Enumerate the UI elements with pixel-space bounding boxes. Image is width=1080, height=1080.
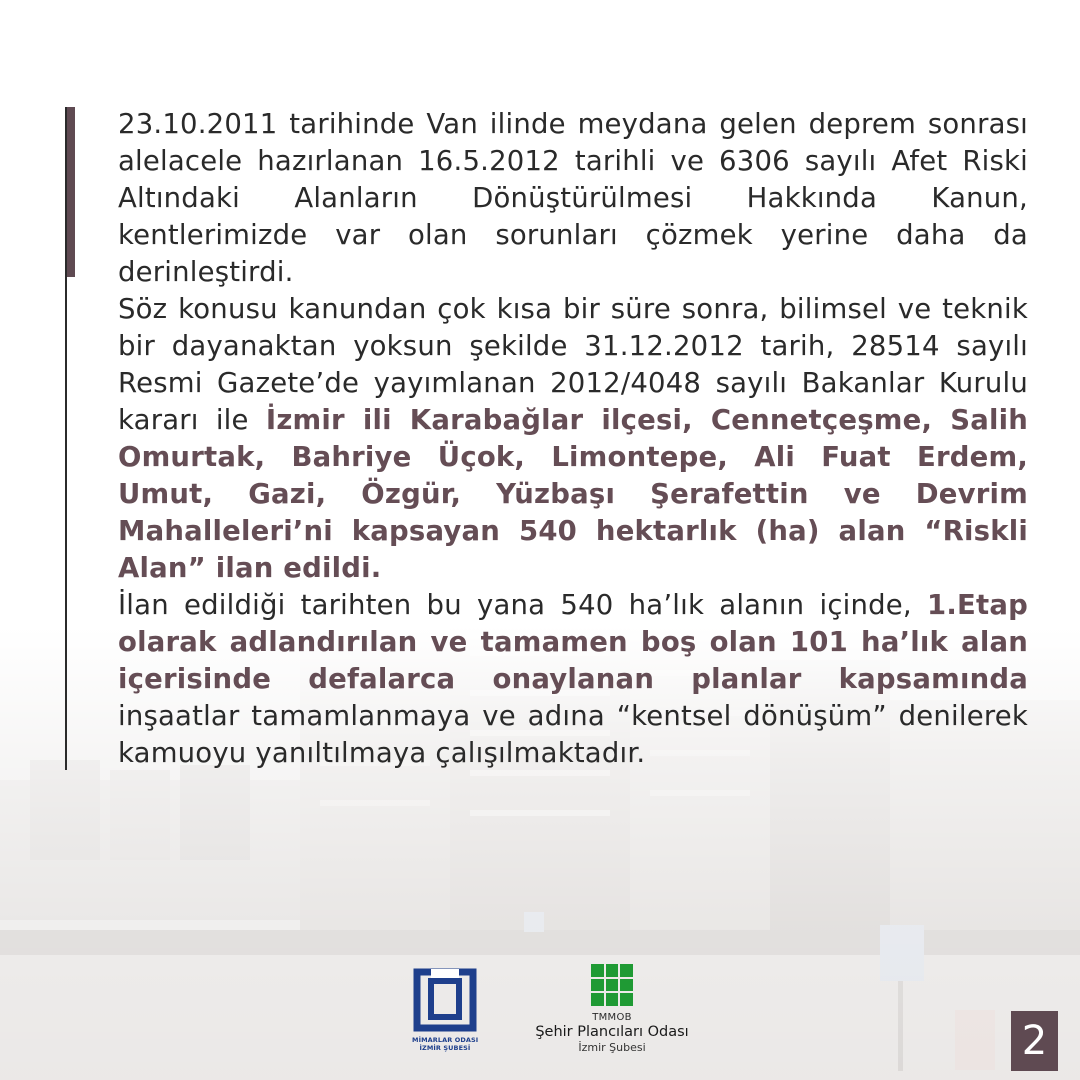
paragraph-1: 23.10.2011 tarihinde Van ilinde meydana gelen deprem sonrası alelacele hazırlanan 16.5.2012 tarihli ve 6306 sayılı Afet Riski Altındaki Alanların Dönüştürülmesi Hakkında Kanun, kentlerimizde var olan sorunları çözmek yerine daha da derinleştirdi. [118, 108, 1028, 288]
page-number: 2 [1011, 1011, 1058, 1071]
mimarlar-odasi-branch: İZMİR ŞUBESİ [419, 1044, 471, 1052]
spo-name: Şehir Plancıları Odası [535, 1024, 689, 1040]
paragraph-3-highlight: 1.Etap olarak adlandırılan ve tamamen boş olan 101 ha’lık alan içerisinde defalarca onaylanan planlar kapsamında [118, 589, 1028, 695]
accent-bar [66, 107, 75, 277]
paragraph-3-text-end: inşaatlar tamamlanmaya ve adına “kentsel dönüşüm” denilerek kamuoyu yanıltılmaya çalışılmaktadır. [118, 700, 1028, 769]
spo-branch: İzmir Şubesi [578, 1041, 646, 1054]
paragraph-3 [118, 587, 1028, 772]
paragraph-3-text-start: İlan edildiği tarihten bu yana 540 ha’lık alanın içinde, [118, 589, 928, 621]
mimarlar-odasi-mark-icon [413, 968, 477, 1032]
spo-grid-icon [591, 964, 633, 1006]
paragraph-2-text: Söz konusu kanundan çok kısa bir süre sonra, bilimsel ve teknik bir dayanaktan yoksun şekilde 31.12.2012 tarih, 28514 sayılı Resmi Gazete’de yayımlanan 2012/4048 sayılı Bakanlar Kurulu kararı ile [118, 293, 1028, 436]
mimarlar-odasi-logo [412, 968, 478, 1052]
spo-tmmob-label: TMMOB [592, 1012, 632, 1023]
body-text [118, 106, 1028, 772]
paragraph-2-highlight: İzmir ili Karabağlar ilçesi, Cennetçeşme, Salih Omurtak, Bahriye Üçok, Limontepe, Ali Fuat Erdem, Umut, Gazi, Özgür, Yüzbaşı Şerafettin ve Devrim Mahalleleri’ni kapsayan 540 hektarlık (ha) alan “Riskli Alan” ilan edildi. [118, 404, 1028, 584]
mimarlar-odasi-name: MİMARLAR ODASI [412, 1036, 479, 1044]
accent-line [65, 107, 67, 770]
sehir-plancilari-odasi-logo [532, 964, 692, 1054]
paragraph-2 [118, 291, 1028, 587]
